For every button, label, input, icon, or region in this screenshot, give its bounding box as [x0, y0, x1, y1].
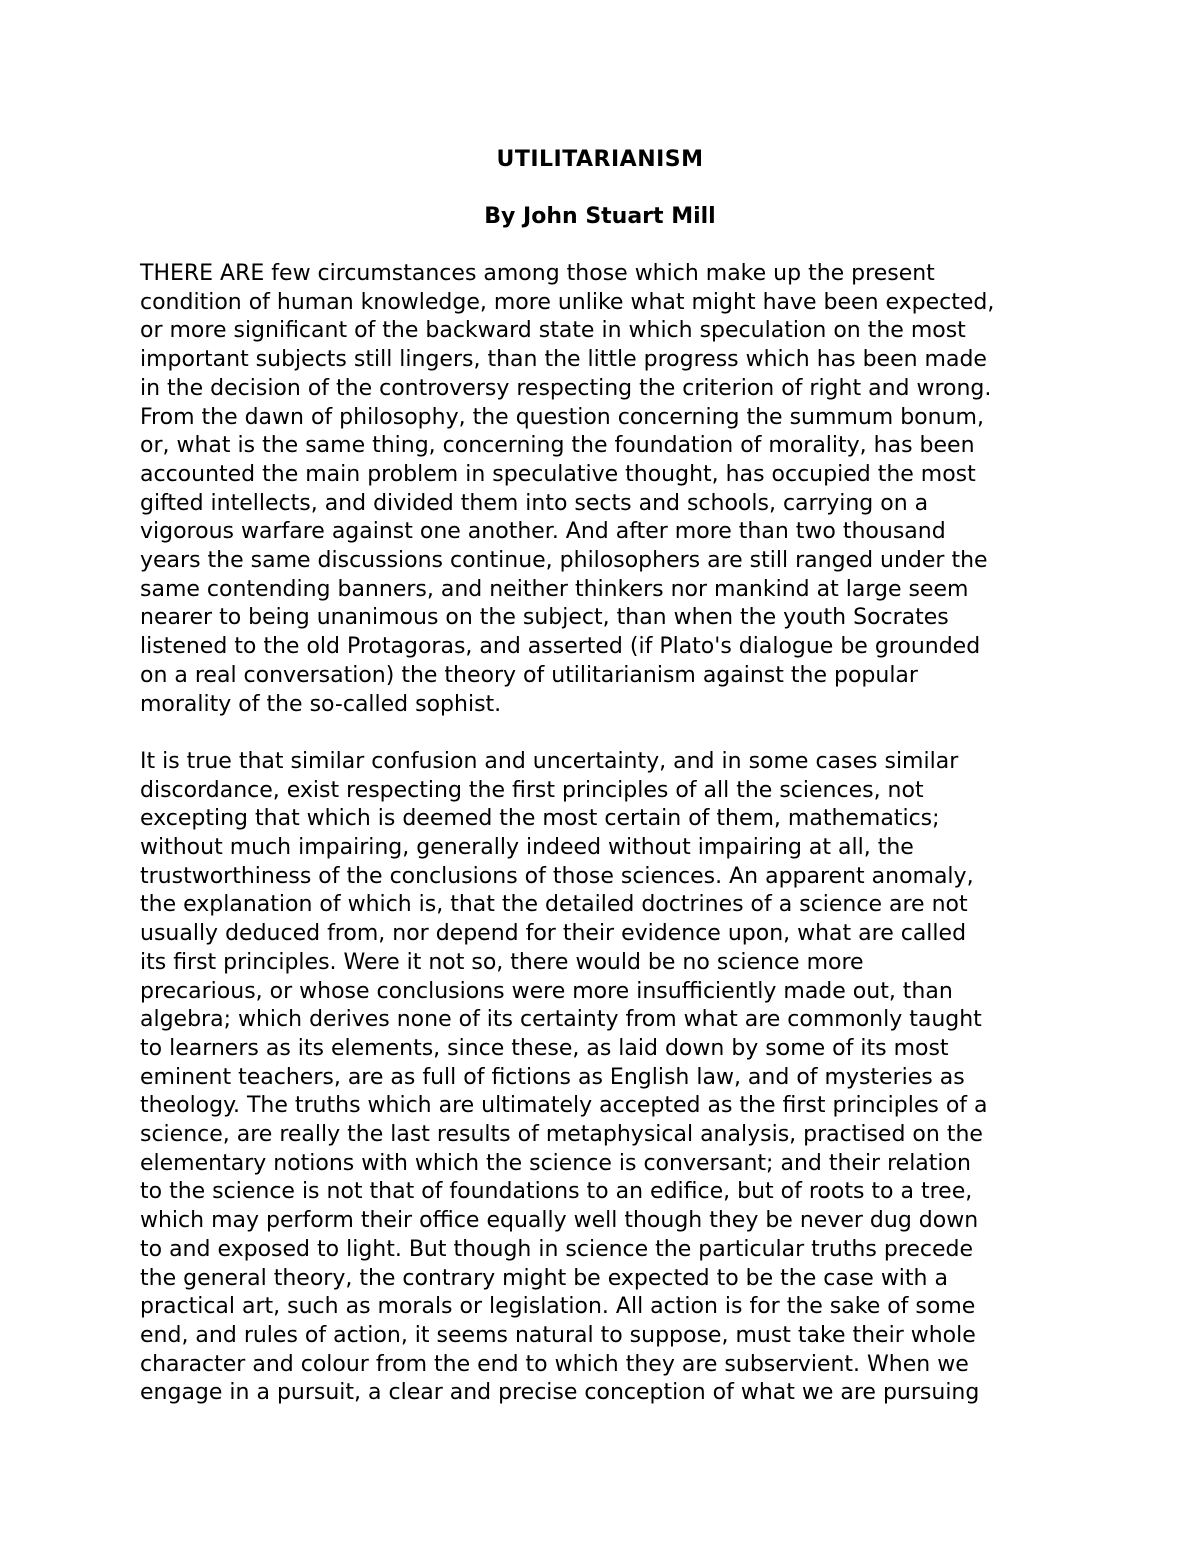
- text-line: THERE ARE few circumstances among those which make up the present: [140, 261, 935, 286]
- text-line: gifted intellects, and divided them into sects and schools, carrying on a: [140, 490, 929, 516]
- paragraph-2: [140, 748, 1060, 1408]
- text-line: excepting that which is deemed the most certain of them, mathematics;: [140, 806, 940, 832]
- text-line: algebra; which derives none of its certainty from what are commonly taught: [140, 1007, 982, 1033]
- text-line: usually deduced from, nor depend for their evidence upon, what are called: [140, 921, 967, 947]
- text-line: to and exposed to light. But though in science the particular truths precede: [140, 1236, 974, 1262]
- paragraph-1: [140, 260, 1060, 719]
- document-title: UTILITARIANISM: [496, 147, 704, 172]
- text-line: precarious, or whose conclusions were more insufficiently made out, than: [140, 978, 953, 1004]
- text-line: to learners as its elements, since these, as laid down by some of its most: [140, 1035, 949, 1061]
- text-line: eminent teachers, are as full of fictions as English law, and of mysteries as: [140, 1064, 965, 1090]
- text-line: discordance, exist respecting the first principles of all the sciences, not: [140, 777, 924, 803]
- text-line: trustworthiness of the conclusions of those sciences. An apparent anomaly,: [140, 863, 974, 889]
- text-line: condition of human knowledge, more unlike what might have been expected,: [140, 289, 995, 315]
- text-line: practical art, such as morals or legislation. All action is for the sake of some: [140, 1294, 976, 1320]
- text-line: to the science is not that of foundations to an edifice, but of roots to a tree,: [140, 1179, 973, 1205]
- text-line: It is true that similar confusion and uncertainty, and in some cases similar: [140, 748, 959, 774]
- text-line: which may perform their office equally well though they be never dug down: [140, 1208, 979, 1234]
- text-line: without much impairing, generally indeed without impairing at all, the: [140, 835, 914, 861]
- text-line: years the same discussions continue, philosophers are still ranged under the: [140, 548, 988, 574]
- text-line: engage in a pursuit, a clear and precise conception of what we are pursuing: [140, 1380, 980, 1406]
- text-line: accounted the main problem in speculative thought, has occupied the most: [140, 461, 976, 487]
- text-line: same contending banners, and neither thinkers nor mankind at large seem: [140, 576, 969, 602]
- text-line: the explanation of which is, that the detailed doctrines of a science are not: [140, 892, 968, 918]
- text-line: morality of the so-called sophist.: [140, 691, 502, 717]
- text-line: on a real conversation) the theory of utilitarianism against the popular: [140, 662, 918, 688]
- text-line: end, and rules of action, it seems natural to suppose, must take their whole: [140, 1323, 976, 1348]
- text-line: From the dawn of philosophy, the question concerning the summum bonum,: [140, 404, 984, 430]
- text-line: or, what is the same thing, concerning the foundation of morality, has been: [140, 433, 975, 459]
- text-line: listened to the old Protagoras, and asserted (if Plato's dialogue be grounded: [140, 634, 981, 660]
- author-line: By John Stuart Mill: [484, 204, 716, 229]
- text-line: important subjects still lingers, than the little progress which has been made: [140, 347, 987, 373]
- text-line: its first principles. Were it not so, there would be no science more: [140, 949, 864, 975]
- text-line: vigorous warfare against one another. And after more than two thousand: [140, 519, 946, 545]
- text-line: the general theory, the contrary might be expected to be the case with a: [140, 1265, 948, 1291]
- text-line: nearer to being unanimous on the subject, than when the youth Socrates: [140, 605, 949, 631]
- text-line: character and colour from the end to which they are subservient. When we: [140, 1351, 969, 1377]
- text-line: in the decision of the controversy respecting the criterion of right and wrong.: [140, 375, 992, 401]
- text-line: theology. The truths which are ultimately accepted as the first principles of a: [140, 1093, 988, 1119]
- text-line: science, are really the last results of metaphysical analysis, practised on the: [140, 1122, 983, 1148]
- text-line: or more significant of the backward state in which speculation on the most: [140, 318, 966, 344]
- document-body: [140, 260, 1060, 1437]
- text-line: elementary notions with which the science is conversant; and their relation: [140, 1150, 971, 1176]
